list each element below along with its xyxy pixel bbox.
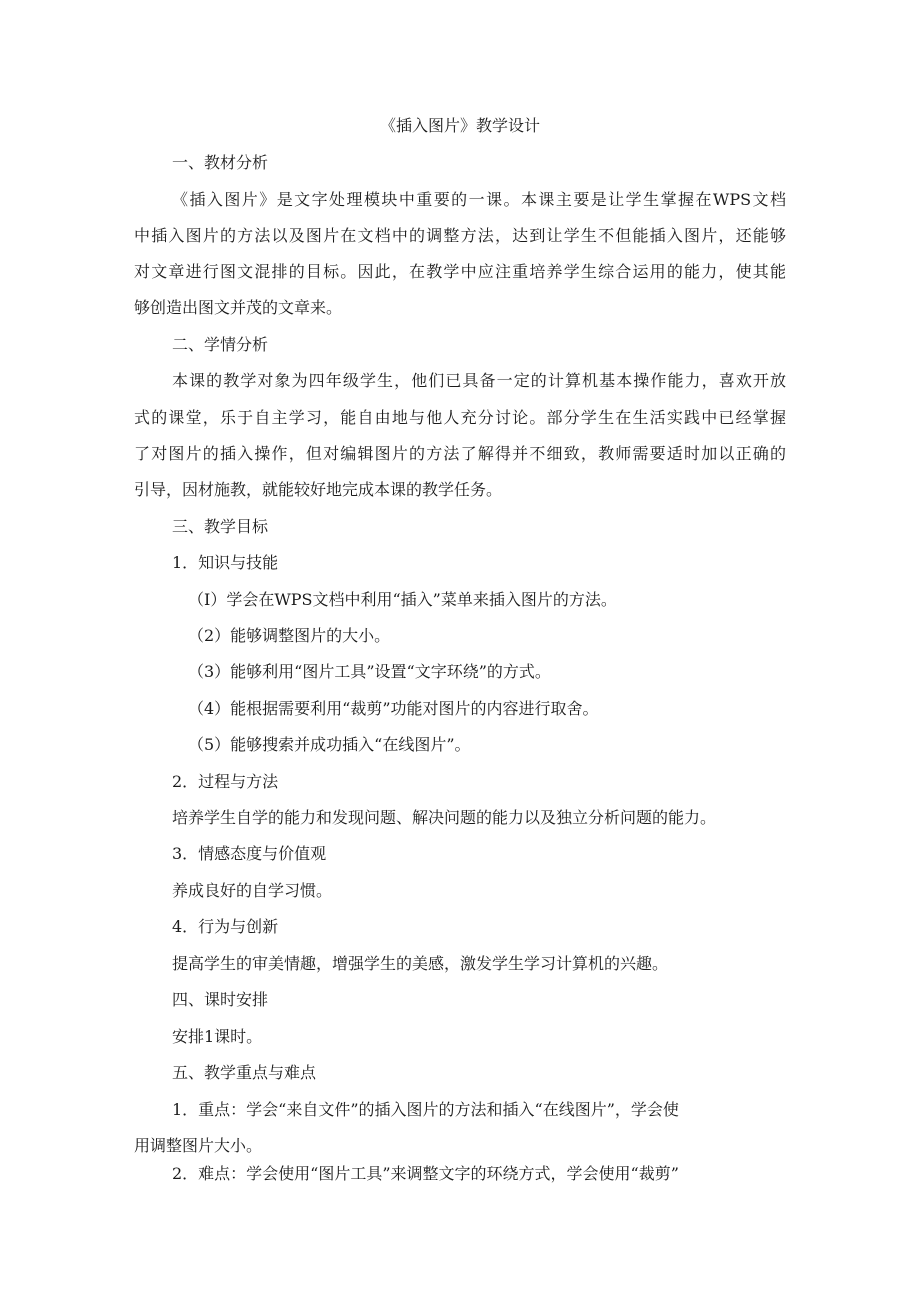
section-heading-class-hours: 四、课时安排	[172, 990, 269, 1009]
subheading-process-method: 2．过程与方法	[172, 772, 279, 791]
subheading-behavior-innovation: 4．行为与创新	[172, 917, 279, 936]
paragraph-line: 《插入图片》是文字处理模块中重要的一课。本课主要是让学生掌握在WPS文档	[172, 190, 786, 209]
goal-item: （I）学会在WPS文档中利用“插入”菜单来插入图片的方法。	[188, 590, 617, 609]
paragraph-line: 够创造出图文并茂的文章来。	[134, 298, 343, 317]
goal-item: （2）能够调整图片的大小。	[188, 626, 391, 645]
paragraph-line: 引导，因材施教，就能较好地完成本课的教学任务。	[134, 480, 503, 499]
goal-item: （3）能够利用“图片工具”设置“文字环绕”的方式。	[188, 662, 551, 681]
subheading-emotion-values: 3．情感态度与价值观	[172, 844, 327, 863]
paragraph-line: 培养学生自学的能力和发现问题、解决问题的能力以及独立分析问题的能力。	[172, 808, 717, 827]
paragraph-line: 本课的教学对象为四年级学生，他们已具备一定的计算机基本操作能力，喜欢开放	[172, 371, 786, 390]
section-heading-teaching-goals: 三、教学目标	[172, 517, 269, 536]
paragraph-line: 中插入图片的方法以及图片在文档中的调整方法，达到让学生不但能插入图片，还能够	[134, 226, 786, 245]
section-heading-student-analysis: 二、学情分析	[172, 335, 269, 354]
paragraph-line: 了对图片的插入操作，但对编辑图片的方法了解得并不细致，教师需要适时加以正确的	[134, 444, 786, 463]
paragraph-line: 提高学生的审美情趣，增强学生的美感，激发学生学习计算机的兴趣。	[172, 954, 669, 973]
paragraph-line: 式的课堂，乐于自主学习，能自由地与他人充分讨论。部分学生在生活实践中已经掌握	[134, 408, 786, 427]
subheading-knowledge-skills: 1．知识与技能	[172, 553, 279, 572]
section-heading-key-difficult-points: 五、教学重点与难点	[172, 1063, 317, 1082]
paragraph-line: 1．重点：学会“来自文件”的插入图片的方法和插入“在线图片”，学会使	[172, 1100, 679, 1119]
section-heading-material-analysis: 一、教材分析	[172, 153, 269, 172]
document-title: 《插入图片》教学设计	[379, 116, 540, 135]
goal-item: （5）能够搜索并成功插入“在线图片”。	[188, 735, 471, 754]
paragraph-line: 用调整图片大小。	[134, 1136, 263, 1155]
paragraph-line: 对文章进行图文混排的目标。因此，在教学中应注重培养学生综合运用的能力，使其能	[134, 262, 786, 281]
paragraph-line: 养成良好的自学习惯。	[172, 881, 333, 900]
paragraph-line: 安排1课时。	[172, 1027, 263, 1046]
paragraph-line: 2．难点：学会使用“图片工具”来调整文字的环绕方式，学会使用“裁剪”	[172, 1164, 679, 1183]
goal-item: （4）能根据需要利用“裁剪”功能对图片的内容进行取舍。	[188, 699, 599, 718]
